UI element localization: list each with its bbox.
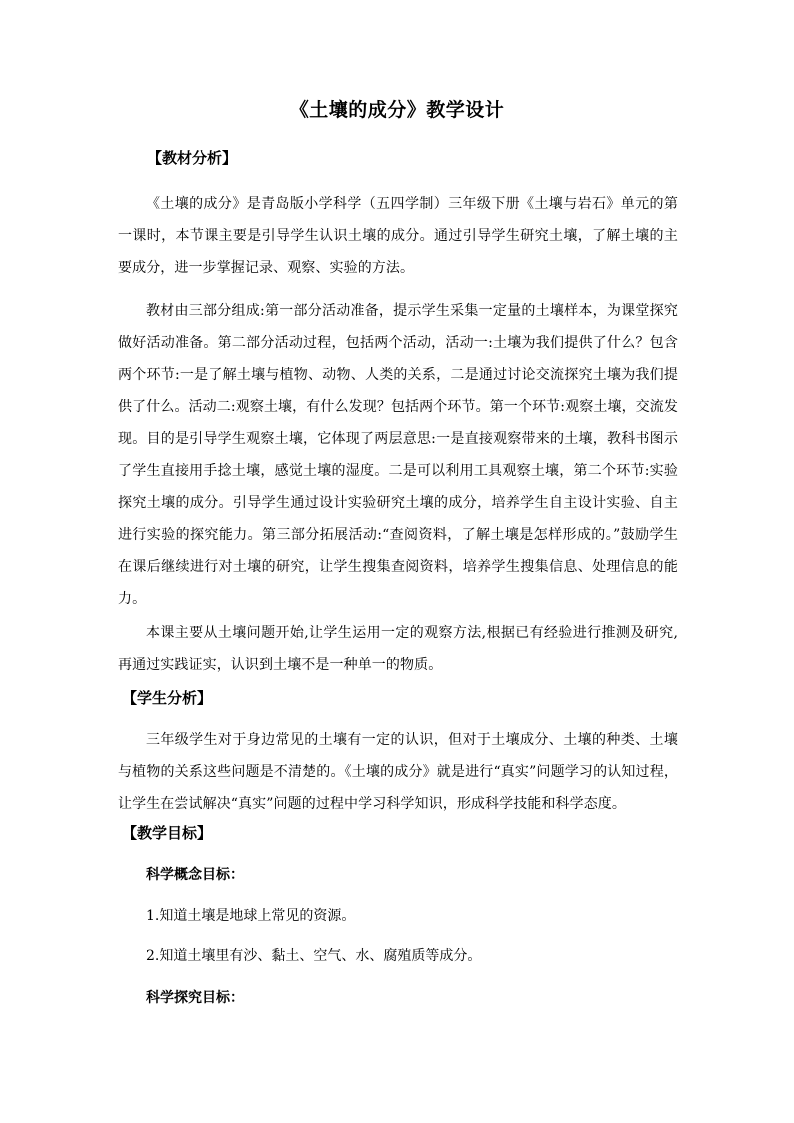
paragraph-student-analysis: 三年级学生对于身边常见的土壤有一定的认识，但对于土壤成分、土壤的种类、土壤与植物的关系这些问题是不清楚的。《土壤的成分》就是进行“真实”问题学习的认知过程，让学生在尝试解决“真实”问题的过程中学习科学知识，形成科学技能和科学态度。 (118, 732, 678, 812)
list-item: 2.知道土壤里有沙、黏土、空气、水、腐殖质等成分。 (146, 948, 482, 964)
heading-teaching-goals: 【教学目标】 (122, 824, 213, 842)
heading-textbook-analysis: 【教材分析】 (147, 149, 238, 167)
document-title: 《土壤的成分》教学设计 (289, 99, 505, 121)
paragraph-textbook-summary: 本课主要从土壤问题开始,让学生运用一定的观察方法,根据已有经验进行推测及研究,再通过实践证实，认识到土壤不是一种单一的物质。 (118, 625, 678, 673)
paragraph-textbook-intro: 《土壤的成分》是青岛版小学科学（五四学制）三年级下册《土壤与岩石》单元的第一课时，本节课主要是引导学生认识土壤的成分。通过引导学生研究土壤，了解土壤的主要成分，进一步掌握记录、观察、实验的方法。 (118, 196, 678, 276)
subheading-concept-goal: 科学概念目标： (146, 867, 244, 883)
list-item: 1.知道土壤是地球上常见的资源。 (146, 908, 356, 924)
heading-student-analysis: 【学生分析】 (122, 689, 213, 707)
paragraph-textbook-structure: 教材由三部分组成:第一部分活动准备，提示学生采集一定量的土壤样本，为课堂探究做好活动准备。第二部分活动过程，包括两个活动，活动一:土壤为我们提供了什么？包含两个环节:一是了解土壤与植物、动物、人类的关系，二是通过讨论交流探究土壤为我们提供了什么。活动二:观察土壤，有什么发现？包括两个环节。第一个环节:观察土壤，交流发现。目的是引导学生观察土壤，它体现了两层意思:一是直接观察带来的土壤，教科书图示了学生直接用手捻土壤，感觉土壤的湿度。二是可以利用工具观察土壤，第二个环节:实验探究土壤的成分。引导学生通过设计实验研究土壤的成分，培养学生自主设计实验、自主进行实验的探究能力。第三部分拓展活动:“查阅资料，了解土壤是怎样形成的。”鼓励学生在课后继续进行对土壤的研究，让学生搜集查阅资料，培养学生搜集信息、处理信息的能力。 (118, 303, 678, 607)
subheading-inquiry-goal: 科学探究目标： (146, 990, 244, 1006)
